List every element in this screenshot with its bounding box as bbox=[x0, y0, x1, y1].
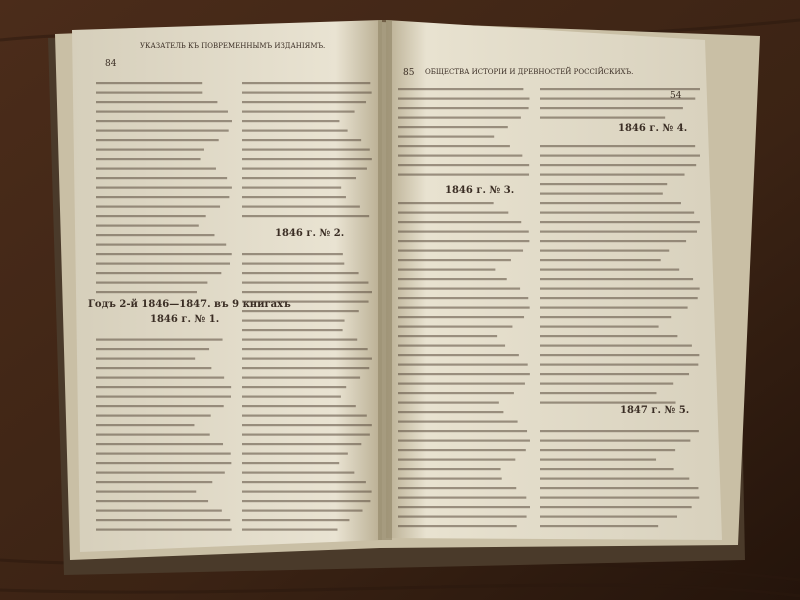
text-line bbox=[242, 519, 349, 521]
text-line bbox=[540, 497, 699, 499]
text-line bbox=[96, 519, 230, 521]
text-line bbox=[96, 158, 201, 160]
text-line bbox=[540, 88, 700, 90]
text-line bbox=[540, 202, 681, 204]
text-line bbox=[96, 415, 211, 417]
text-line bbox=[242, 424, 372, 426]
text-line bbox=[96, 510, 222, 512]
text-line bbox=[398, 449, 526, 451]
text-line bbox=[398, 145, 510, 147]
text-line bbox=[398, 269, 495, 271]
right-heading-1846-4: 1846 г. № 4. bbox=[618, 123, 688, 134]
text-line bbox=[398, 516, 527, 518]
text-line bbox=[540, 468, 674, 470]
text-line bbox=[242, 367, 369, 369]
text-line bbox=[96, 500, 208, 502]
text-line bbox=[398, 316, 524, 318]
text-line bbox=[540, 221, 700, 223]
text-line bbox=[96, 472, 225, 474]
text-line bbox=[398, 297, 528, 299]
text-line bbox=[242, 168, 367, 170]
text-line bbox=[242, 329, 343, 331]
text-line bbox=[540, 240, 686, 242]
text-line bbox=[398, 288, 520, 290]
text-line bbox=[540, 183, 667, 185]
text-line bbox=[96, 82, 202, 84]
right-page-number: 85 bbox=[403, 68, 415, 78]
text-line bbox=[96, 462, 231, 464]
text-line bbox=[242, 272, 359, 274]
text-line bbox=[540, 345, 692, 347]
left-page-header: УКАЗАТЕЛЬ КЪ ПОВРЕМЕННЫМЪ ИЗДАНІЯМЪ. bbox=[140, 42, 326, 50]
text-line bbox=[540, 392, 656, 394]
text-line bbox=[540, 506, 692, 508]
text-line bbox=[96, 396, 231, 398]
text-line bbox=[96, 206, 220, 208]
left-heading-1846-1: 1846 г. № 1. bbox=[150, 314, 220, 325]
text-line bbox=[540, 117, 665, 119]
text-line bbox=[242, 348, 368, 350]
text-line bbox=[398, 411, 503, 413]
text-line bbox=[242, 415, 367, 417]
text-line bbox=[540, 430, 699, 432]
text-line bbox=[540, 402, 676, 404]
text-line bbox=[540, 364, 698, 366]
text-line bbox=[398, 117, 521, 119]
text-line bbox=[398, 164, 529, 166]
text-line bbox=[242, 434, 370, 436]
text-line bbox=[398, 383, 525, 385]
text-line bbox=[398, 221, 521, 223]
text-line bbox=[398, 326, 512, 328]
text-line bbox=[398, 487, 516, 489]
text-line bbox=[398, 250, 523, 252]
text-line bbox=[398, 421, 518, 423]
text-line bbox=[540, 297, 698, 299]
text-line bbox=[96, 139, 219, 141]
text-line bbox=[398, 240, 529, 242]
text-line bbox=[96, 92, 202, 94]
text-line bbox=[398, 497, 526, 499]
text-line bbox=[242, 443, 361, 445]
text-line bbox=[96, 443, 223, 445]
text-line bbox=[242, 291, 372, 293]
text-line bbox=[242, 120, 339, 122]
text-line bbox=[242, 396, 341, 398]
text-line bbox=[398, 440, 530, 442]
text-line bbox=[540, 278, 693, 280]
text-line bbox=[398, 373, 530, 375]
text-line bbox=[540, 354, 699, 356]
text-line bbox=[398, 430, 527, 432]
text-line bbox=[398, 88, 523, 90]
text-line bbox=[96, 149, 204, 151]
text-line bbox=[96, 215, 206, 217]
text-line bbox=[398, 392, 514, 394]
text-line bbox=[96, 244, 226, 246]
text-line bbox=[398, 506, 530, 508]
text-line bbox=[540, 107, 683, 109]
text-line bbox=[242, 130, 348, 132]
text-line bbox=[242, 282, 368, 284]
text-line bbox=[242, 263, 344, 265]
text-line bbox=[540, 231, 697, 233]
text-line bbox=[540, 250, 669, 252]
text-line bbox=[242, 82, 370, 84]
text-line bbox=[242, 215, 369, 217]
text-line bbox=[96, 130, 229, 132]
text-line bbox=[398, 174, 529, 176]
text-line bbox=[96, 339, 223, 341]
text-line bbox=[242, 491, 372, 493]
text-line bbox=[242, 453, 348, 455]
text-line bbox=[540, 326, 659, 328]
text-line bbox=[242, 510, 363, 512]
text-line bbox=[242, 462, 339, 464]
text-line bbox=[540, 487, 698, 489]
text-line bbox=[398, 259, 511, 261]
text-line bbox=[398, 354, 519, 356]
text-line bbox=[540, 373, 689, 375]
text-line bbox=[540, 525, 658, 527]
text-line bbox=[96, 405, 224, 407]
text-line bbox=[398, 231, 529, 233]
text-line bbox=[96, 234, 214, 236]
text-line bbox=[242, 500, 370, 502]
text-line bbox=[398, 335, 497, 337]
text-line bbox=[398, 136, 494, 138]
text-line bbox=[96, 291, 197, 293]
gutter-shadow bbox=[378, 20, 392, 540]
text-line bbox=[242, 320, 345, 322]
text-line bbox=[96, 529, 232, 531]
text-line bbox=[96, 225, 199, 227]
text-line bbox=[96, 282, 207, 284]
right-page-header: ОБЩЕСТВА ИСТОРІИ И ДРЕВНОСТЕЙ РОССІЙСКИХЪ. bbox=[425, 68, 634, 76]
text-line bbox=[540, 307, 688, 309]
text-line bbox=[242, 187, 341, 189]
text-line bbox=[398, 525, 517, 527]
text-line bbox=[242, 111, 355, 113]
text-line bbox=[96, 377, 224, 379]
text-line bbox=[96, 187, 232, 189]
text-line bbox=[96, 101, 217, 103]
text-line bbox=[242, 196, 346, 198]
left-heading-year: Годъ 2-й 1846—1847. въ 9 книгахъ bbox=[88, 299, 291, 310]
text-line bbox=[96, 253, 232, 255]
text-line bbox=[242, 339, 357, 341]
left-heading-1846-2: 1846 г. № 2. bbox=[275, 228, 345, 239]
right-heading-1847-5: 1847 г. № 5. bbox=[620, 405, 690, 416]
text-line bbox=[540, 516, 677, 518]
text-line bbox=[398, 155, 522, 157]
text-line bbox=[242, 158, 372, 160]
text-line bbox=[96, 358, 195, 360]
text-line bbox=[242, 177, 356, 179]
text-line bbox=[540, 269, 679, 271]
text-line bbox=[398, 402, 499, 404]
text-line bbox=[540, 155, 700, 157]
text-line bbox=[540, 316, 671, 318]
text-line bbox=[242, 253, 343, 255]
text-line bbox=[96, 272, 221, 274]
text-line bbox=[242, 358, 372, 360]
text-line bbox=[540, 164, 696, 166]
text-line bbox=[96, 481, 212, 483]
text-line bbox=[242, 139, 361, 141]
text-line bbox=[96, 348, 209, 350]
text-line bbox=[242, 529, 337, 531]
text-line bbox=[398, 278, 507, 280]
text-line bbox=[96, 491, 196, 493]
text-line bbox=[96, 168, 216, 170]
text-line bbox=[242, 92, 372, 94]
text-line bbox=[540, 212, 694, 214]
text-line bbox=[242, 377, 360, 379]
text-line bbox=[96, 434, 210, 436]
text-line bbox=[242, 310, 359, 312]
text-line bbox=[540, 449, 675, 451]
text-line bbox=[242, 481, 366, 483]
text-line bbox=[242, 386, 346, 388]
text-line bbox=[398, 212, 508, 214]
text-line bbox=[540, 259, 661, 261]
text-line bbox=[96, 196, 229, 198]
text-line bbox=[398, 98, 529, 100]
text-line bbox=[242, 206, 360, 208]
text-line bbox=[398, 107, 529, 109]
text-line bbox=[96, 120, 232, 122]
text-line bbox=[242, 149, 370, 151]
text-line bbox=[540, 174, 685, 176]
text-line bbox=[96, 453, 231, 455]
text-line bbox=[540, 145, 695, 147]
text-line bbox=[96, 263, 230, 265]
text-line bbox=[242, 101, 366, 103]
right-heading-1846-3: 1846 г. № 3. bbox=[445, 185, 515, 196]
text-line bbox=[540, 440, 690, 442]
text-line bbox=[96, 386, 231, 388]
text-line bbox=[242, 405, 356, 407]
text-line bbox=[398, 468, 501, 470]
text-line bbox=[96, 111, 228, 113]
text-line bbox=[540, 383, 673, 385]
text-line bbox=[540, 193, 663, 195]
right-page-corner-number: 54 bbox=[670, 91, 682, 101]
text-line bbox=[96, 424, 194, 426]
left-page-number: 84 bbox=[105, 59, 117, 69]
text-line bbox=[398, 307, 530, 309]
text-line bbox=[242, 472, 354, 474]
text-line bbox=[540, 478, 689, 480]
text-line bbox=[398, 478, 502, 480]
text-line bbox=[96, 367, 211, 369]
text-line bbox=[398, 459, 515, 461]
text-line bbox=[540, 288, 700, 290]
text-line bbox=[540, 335, 677, 337]
text-line bbox=[96, 177, 227, 179]
text-line bbox=[398, 364, 528, 366]
text-line bbox=[540, 459, 656, 461]
text-line bbox=[398, 202, 494, 204]
text-line bbox=[398, 345, 505, 347]
text-line bbox=[398, 126, 508, 128]
